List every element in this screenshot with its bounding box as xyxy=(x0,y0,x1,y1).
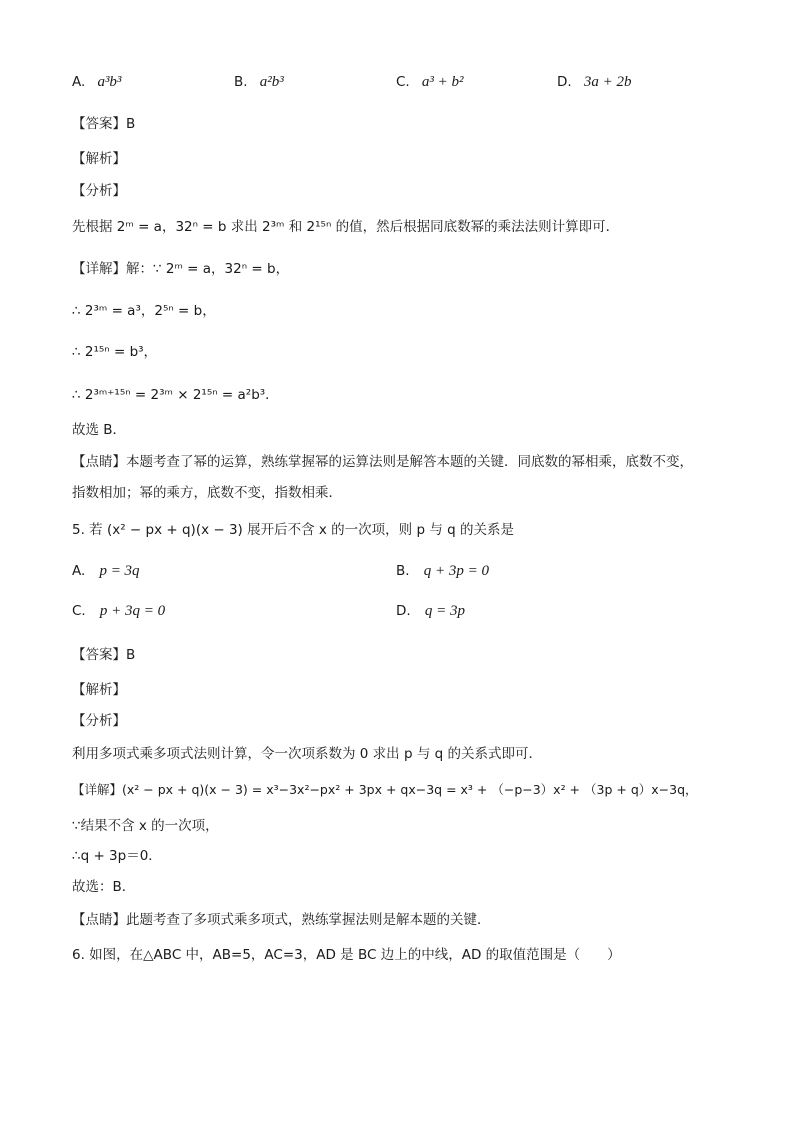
q4-option-d xyxy=(557,72,631,93)
q4-option-a xyxy=(72,72,121,93)
option-letter: C. xyxy=(72,603,86,619)
q5-question: 5. 若 (x² − px + q)(x − 3) 展开后不含 x 的一次项，则 p 与 q 的关系是 xyxy=(72,522,514,538)
q4-option-b xyxy=(234,72,284,93)
q4-answer: 【答案】B xyxy=(72,116,136,132)
option-expr: p = 3q xyxy=(99,563,140,579)
q4-analysis-heading: 【解析】 xyxy=(72,151,126,167)
q4-choose: 故选 B． xyxy=(72,422,127,438)
option-letter: C. xyxy=(396,74,410,90)
q4-option-c xyxy=(396,72,463,93)
q5-option-a xyxy=(72,561,140,582)
option-expr: q + 3p = 0 xyxy=(423,563,489,579)
option-letter: B. xyxy=(396,563,410,579)
option-expr: a²b³ xyxy=(259,74,284,90)
q4-fenxi-text: 先根据 2ᵐ = a，32ⁿ = b 求出 2³ᵐ 和 2¹⁵ⁿ 的值，然后根据同底数幂的乘法法则计算即可． xyxy=(72,219,620,235)
option-letter: D. xyxy=(396,603,411,619)
option-letter: D. xyxy=(557,74,572,90)
option-expr: a³ + b² xyxy=(421,74,464,90)
q5-option-b xyxy=(396,561,489,582)
q6-question: 6. 如图，在△ABC 中，AB=5，AC=3，AD 是 BC 边上的中线，AD 的取值范围是（ ） xyxy=(72,947,621,963)
option-expr: p + 3q = 0 xyxy=(99,603,166,619)
q5-detail-line-1: 【详解】(x² − px + q)(x − 3) = x³−3x²−px² + 3px + qx−3q = x³ + （−p−3）x² + （3p + q）x−3q， xyxy=(72,782,698,797)
q5-option-d xyxy=(396,601,465,622)
q5-fenxi-text: 利用多项式乘多项式法则计算，令一次项系数为 0 求出 p 与 q 的关系式即可． xyxy=(72,746,542,762)
option-expr: 3a + 2b xyxy=(583,74,632,90)
q4-comment-line-2: 指数相加；幂的乘方，底数不变，指数相乘． xyxy=(72,485,342,501)
q5-detail-line-3: ∴q + 3p＝0． xyxy=(72,848,162,864)
q4-fenxi-heading: 【分析】 xyxy=(72,183,126,199)
option-letter: A. xyxy=(72,563,86,579)
option-letter: B. xyxy=(234,74,248,90)
q5-analysis-heading: 【解析】 xyxy=(72,682,126,698)
q5-choose: 故选：B． xyxy=(72,879,136,895)
q4-detail-line-3: ∴ 2¹⁵ⁿ = b³， xyxy=(72,344,158,360)
q5-option-c xyxy=(72,601,165,622)
q4-detail-line-1: 【详解】解：∵ 2ᵐ = a，32ⁿ = b， xyxy=(72,261,290,277)
q5-detail-line-2: ∵结果不含 x 的一次项， xyxy=(72,818,219,834)
q4-comment-line-1: 【点睛】本题考查了幂的运算，熟练掌握幂的运算法则是解答本题的关键．同底数的幂相乘，底数不变， xyxy=(72,454,693,470)
q5-comment: 【点睛】此题考查了多项式乘多项式，熟练掌握法则是解本题的关键． xyxy=(72,912,491,928)
q5-answer: 【答案】B xyxy=(72,647,136,663)
q5-fenxi-heading: 【分析】 xyxy=(72,713,126,729)
option-expr: a³b³ xyxy=(97,74,122,90)
option-letter: A. xyxy=(72,74,86,90)
option-expr: q = 3p xyxy=(424,603,465,619)
q4-detail-line-4: ∴ 2³ᵐ⁺¹⁵ⁿ = 2³ᵐ × 2¹⁵ⁿ = a²b³． xyxy=(72,387,279,403)
q4-detail-line-2: ∴ 2³ᵐ = a³，2⁵ⁿ = b， xyxy=(72,303,216,319)
